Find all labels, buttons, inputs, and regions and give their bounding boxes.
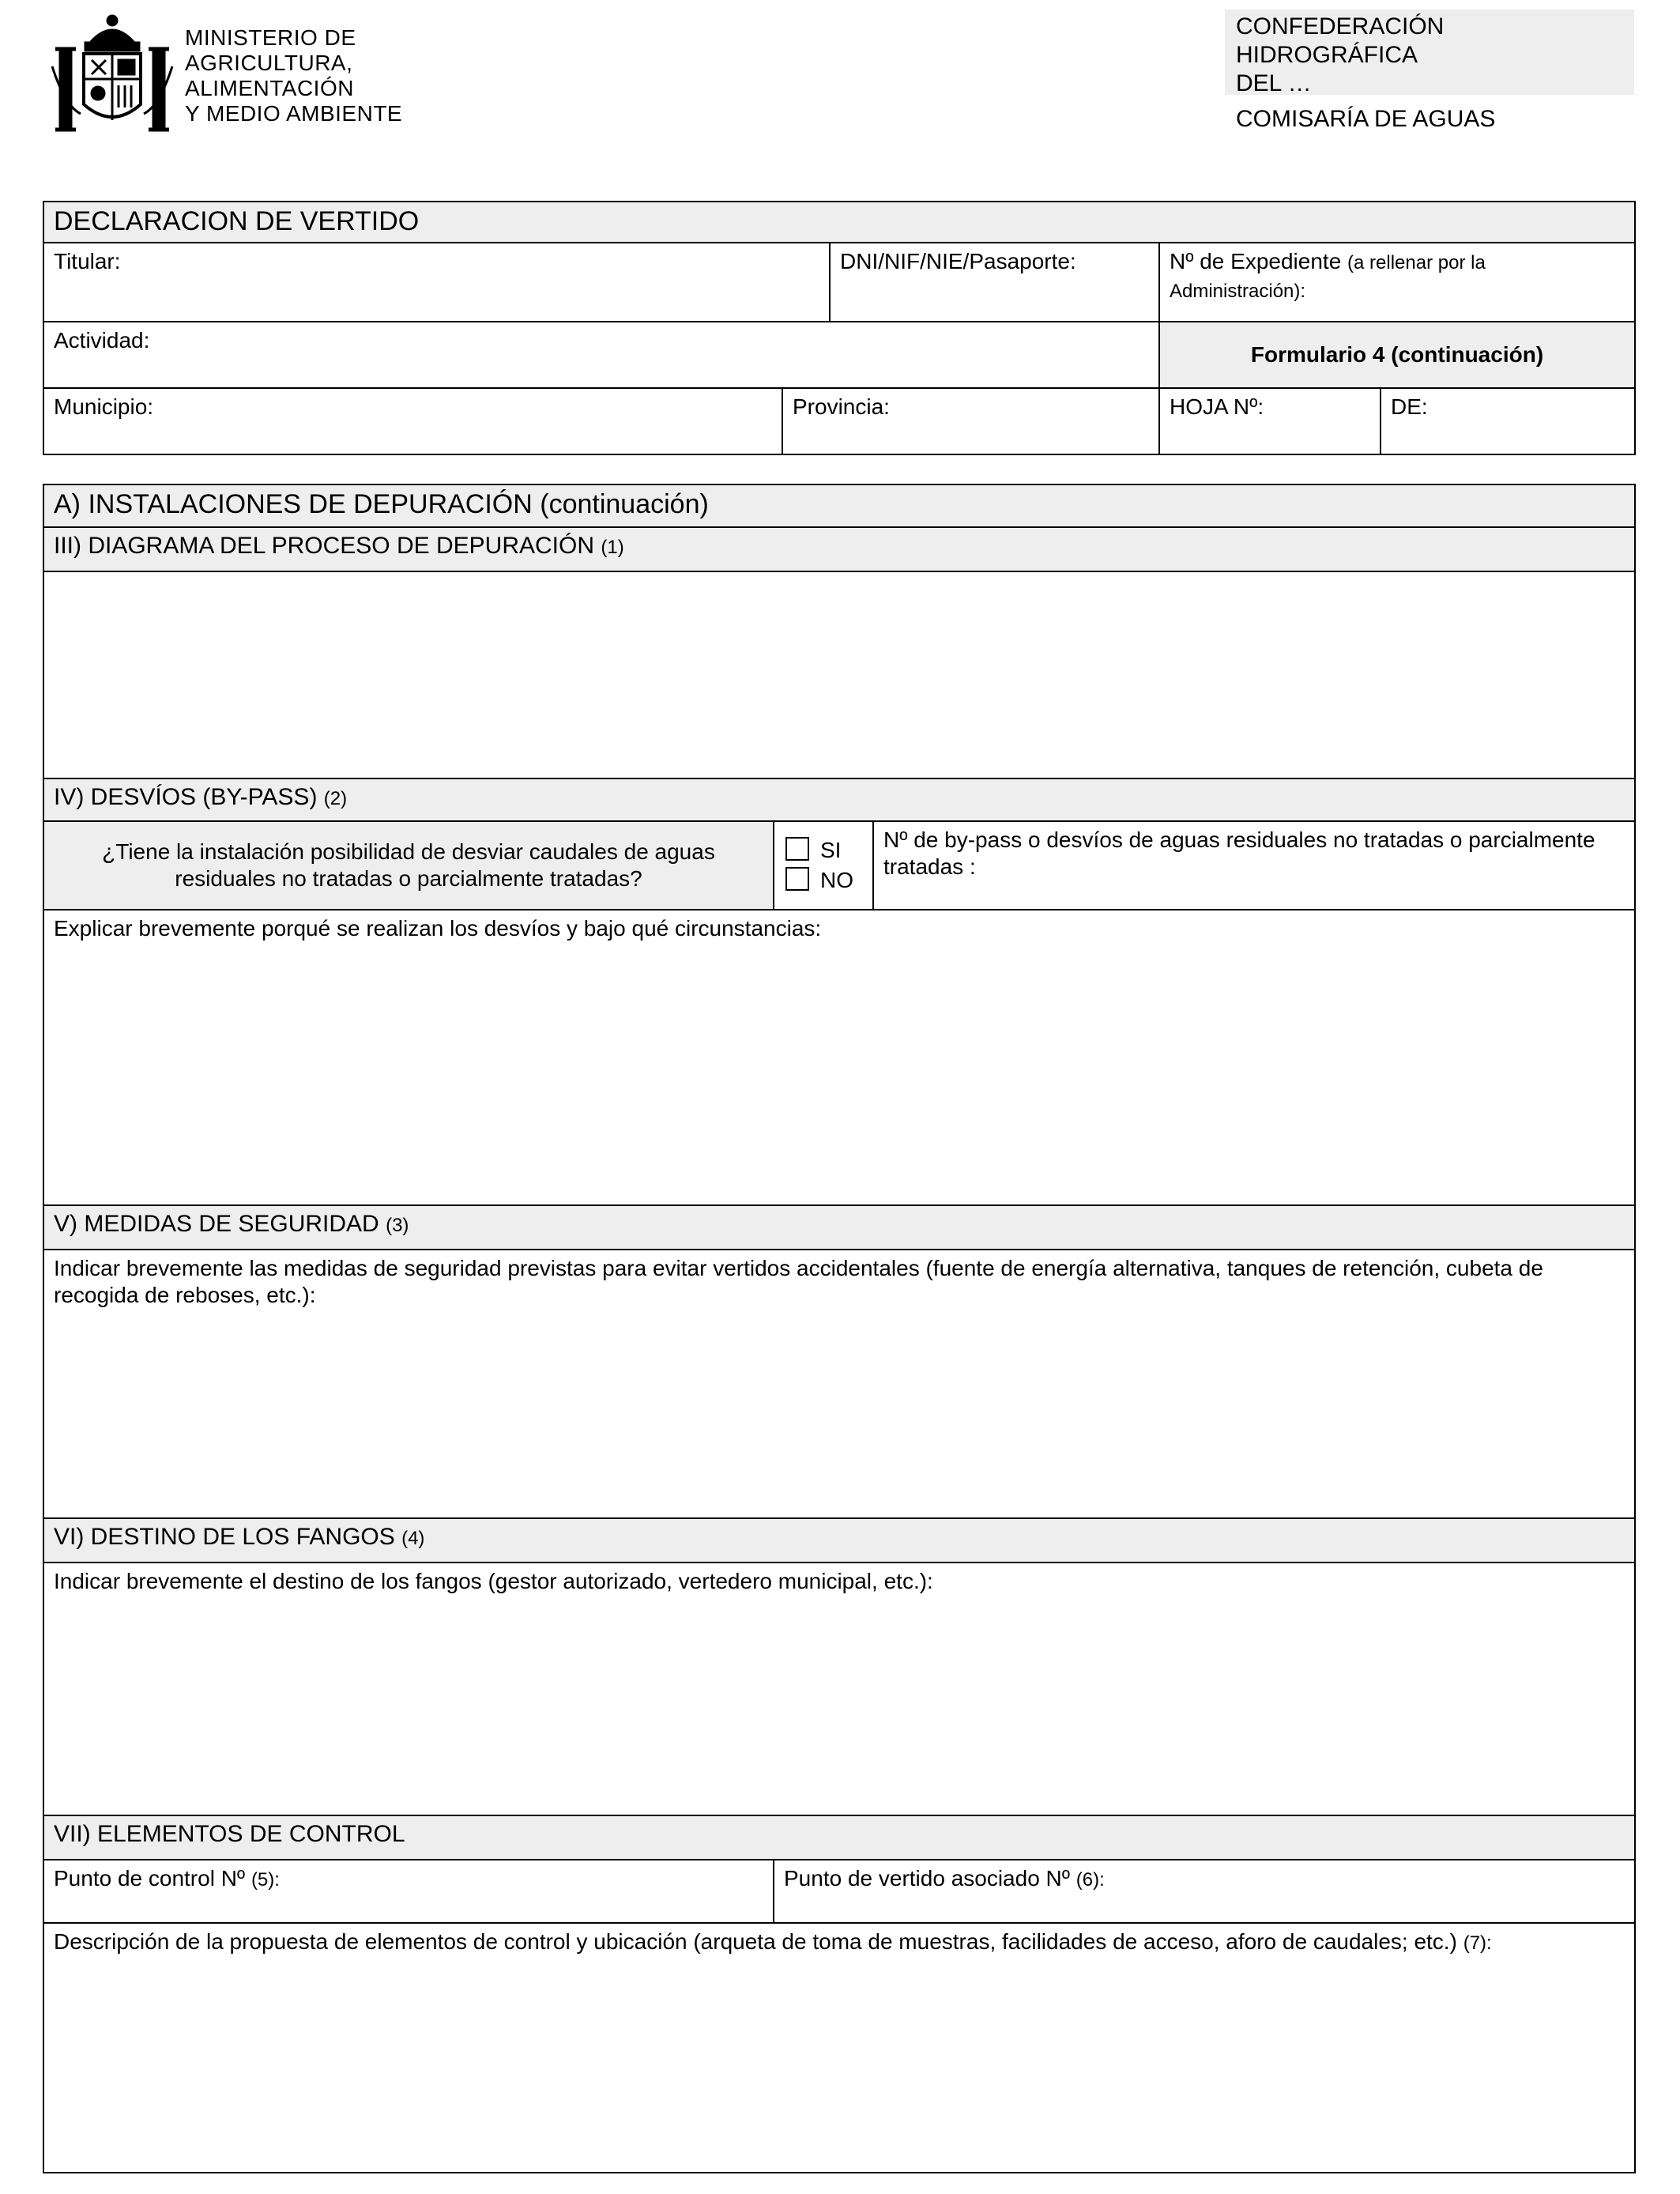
sludge-header (43, 1518, 1635, 1563)
dni-field[interactable] (830, 243, 1159, 322)
safety-text: Indicar brevemente las medidas de seguridad previstas para evitar vertidos accidentales (fuente de energía alternativa, tanques de retención, cubeta de recogida de reboses, etc.): (54, 1256, 1543, 1307)
confederation-line: HIDROGRÁFICA (1236, 42, 1418, 68)
diagram-area[interactable] (43, 571, 1635, 778)
option-no[interactable] (785, 865, 861, 895)
de-label: DE: (1391, 394, 1428, 419)
expediente-note: (a rellenar por la Administración): (1170, 252, 1486, 302)
provincia-field[interactable] (782, 388, 1159, 454)
bypass-note: (2) (323, 788, 348, 809)
bypass-explain-field[interactable] (43, 910, 1635, 1205)
bypass-explain-label: Explicar brevemente porqué se realizan los desvíos y bajo qué circunstancias: (54, 916, 822, 941)
control-point-note: (5): (250, 1869, 280, 1891)
form-number: Formulario 4 (continuación) (1159, 322, 1635, 388)
control-description-label: Descripción de la propuesta de elementos de control y ubicación (arqueta de toma de muestras, facilidades de acceso, aforo de caudales; etc.) (54, 1929, 1457, 1954)
confederation-line: DEL … (1236, 70, 1312, 96)
actividad-field[interactable] (43, 322, 1159, 388)
declaration-table (43, 201, 1636, 455)
discharge-point-label: Punto de vertido asociado Nº (784, 1866, 1071, 1891)
sludge-text: Indicar brevemente el destino de los fangos (gestor autorizado, vertedero municipal, etc.): (54, 1569, 933, 1593)
sludge-note: (4) (401, 1528, 425, 1549)
discharge-point-note: (6): (1075, 1869, 1105, 1891)
ministry-line: ALIMENTACIÓN (185, 76, 354, 100)
control-point-field[interactable] (43, 1860, 774, 1923)
bypass-question: ¿Tiene la instalación posibilidad de desviar caudales de aguas residuales no tratadas o parcialmente tratadas? (43, 821, 774, 910)
actividad-label: Actividad: (54, 328, 150, 352)
safety-label: V) MEDIDAS DE SEGURIDAD (54, 1211, 379, 1237)
confederation-line: CONFEDERACIÓN (1236, 13, 1445, 40)
control-header: VII) ELEMENTOS DE CONTROL (43, 1815, 1635, 1860)
option-yes[interactable] (785, 835, 861, 865)
bypass-header (43, 778, 1635, 821)
hoja-field[interactable] (1159, 388, 1381, 454)
hoja-label: HOJA Nº: (1170, 394, 1264, 419)
diagram-header (43, 527, 1635, 571)
diagram-label: III) DIAGRAMA DEL PROCESO DE DEPURACIÓN (54, 533, 595, 559)
control-description-field[interactable] (43, 1923, 1635, 2173)
ministry-name (185, 25, 402, 126)
bypass-options (774, 821, 873, 910)
section-a-title: A) INSTALACIONES DE DEPURACIÓN (continuación) (43, 484, 1635, 527)
option-yes-label: SI (820, 838, 842, 862)
titular-field[interactable] (43, 243, 830, 322)
bypass-count-field[interactable] (873, 821, 1635, 910)
titular-label: Titular: (54, 249, 121, 273)
ministry-line: MINISTERIO DE (185, 25, 356, 50)
sludge-label: VI) DESTINO DE LOS FANGOS (54, 1524, 395, 1550)
control-description-note: (7): (1463, 1932, 1492, 1954)
ministry-line: Y MEDIO AMBIENTE (185, 101, 403, 126)
declaration-title: DECLARACION DE VERTIDO (43, 202, 1635, 243)
ministry-line: AGRICULTURA, (185, 51, 353, 75)
municipio-label: Municipio: (54, 394, 154, 419)
checkbox-yes[interactable] (785, 837, 809, 861)
section-a-table (43, 484, 1636, 2173)
de-field[interactable] (1381, 388, 1635, 454)
coat-of-arms-logo (49, 11, 175, 139)
expediente-field (1159, 243, 1635, 322)
safety-field[interactable] (43, 1250, 1635, 1518)
expediente-label: Nº de Expediente (1170, 249, 1342, 273)
safety-note: (3) (386, 1215, 409, 1236)
office-name: COMISARÍA DE AGUAS (1236, 106, 1496, 132)
discharge-point-field[interactable] (774, 1860, 1635, 1923)
municipio-field[interactable] (43, 388, 782, 454)
bypass-count-label: Nº de by-pass o desvíos de aguas residuales no tratadas o parcialmente tratadas : (883, 827, 1595, 879)
dni-label: DNI/NIF/NIE/Pasaporte: (840, 249, 1076, 273)
sludge-field[interactable] (43, 1563, 1635, 1815)
option-no-label: NO (820, 868, 853, 892)
diagram-note: (1) (601, 537, 624, 558)
confederation-box (1225, 9, 1634, 95)
control-point-label: Punto de control Nº (54, 1866, 246, 1891)
checkbox-no[interactable] (785, 867, 809, 891)
provincia-label: Provincia: (793, 394, 890, 419)
safety-header (43, 1205, 1635, 1250)
bypass-label: IV) DESVÍOS (BY-PASS) (54, 784, 318, 810)
